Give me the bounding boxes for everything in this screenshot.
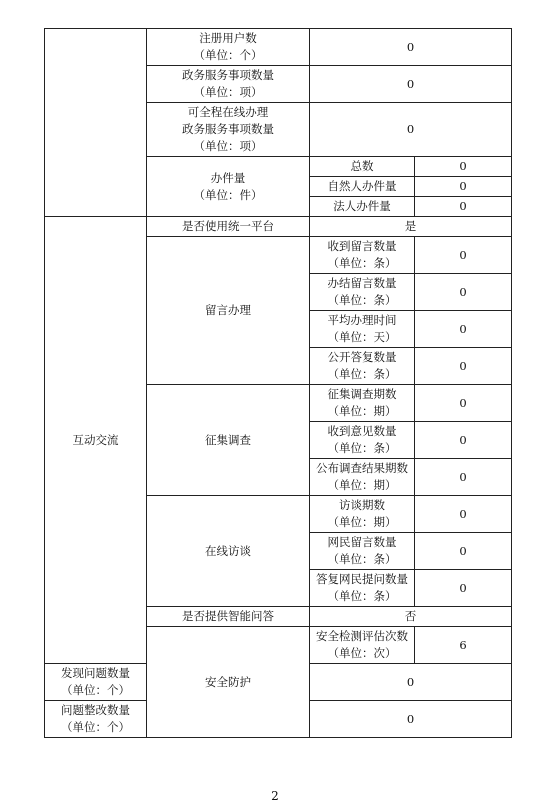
row-label: 办件量 （单位：件）: [147, 157, 310, 217]
row-label: 安全检测评估次数 （单位：次）: [310, 627, 415, 664]
sub-value: 0: [415, 348, 512, 385]
sub-label: 自然人办件量: [310, 177, 415, 197]
sub-label: 网民留言数量 （单位：条）: [310, 533, 415, 570]
group-label-messages: 留言办理: [147, 237, 310, 385]
row-value: 0: [310, 103, 512, 157]
sub-label: 征集调查期数 （单位：期）: [310, 385, 415, 422]
group-label-interview: 在线访谈: [147, 496, 310, 607]
sub-value: 0: [415, 496, 512, 533]
sub-value: 0: [415, 459, 512, 496]
sub-label: 答复网民提问数量 （单位：条）: [310, 570, 415, 607]
sub-label: 公开答复数量 （单位：条）: [310, 348, 415, 385]
row-label: 政务服务事项数量 （单位：项）: [147, 66, 310, 103]
row-label: 可全程在线办理 政务服务事项数量 （单位：项）: [147, 103, 310, 157]
row-label: 注册用户数 （单位：个）: [147, 29, 310, 66]
sub-label: 办结留言数量 （单位：条）: [310, 274, 415, 311]
row-label: 是否提供智能问答: [147, 607, 310, 627]
row-value: 0: [310, 29, 512, 66]
statistics-table: [44, 28, 512, 738]
table-row: [45, 217, 512, 237]
row-value: 0: [310, 664, 512, 701]
sub-label: 访谈期数 （单位：期）: [310, 496, 415, 533]
sub-label: 收到意见数量 （单位：条）: [310, 422, 415, 459]
row-label: 是否使用统一平台: [147, 217, 310, 237]
section-label-interaction: 互动交流: [45, 217, 147, 664]
row-label: 问题整改数量 （单位：个）: [45, 701, 147, 738]
sub-value: 0: [415, 197, 512, 217]
sub-value: 0: [415, 237, 512, 274]
sub-value: 0: [415, 533, 512, 570]
sub-value: 0: [415, 422, 512, 459]
row-value: 否: [310, 607, 512, 627]
sub-label: 收到留言数量 （单位：条）: [310, 237, 415, 274]
row-value: 是: [310, 217, 512, 237]
sub-label: 总数: [310, 157, 415, 177]
row-label: 发现问题数量 （单位：个）: [45, 664, 147, 701]
sub-value: 0: [415, 177, 512, 197]
table-row: [45, 29, 512, 66]
sub-value: 0: [415, 274, 512, 311]
sub-value: 0: [415, 385, 512, 422]
sub-value: 0: [415, 570, 512, 607]
sub-value: 0: [415, 311, 512, 348]
page-number: 2: [271, 789, 279, 803]
row-value: 6: [415, 627, 512, 664]
sub-label: 公布调查结果期数 （单位：期）: [310, 459, 415, 496]
row-value: 0: [310, 701, 512, 738]
row-value: 0: [310, 66, 512, 103]
section-label-cell: [45, 29, 147, 217]
section-label-security: 安全防护: [147, 627, 310, 738]
sub-label: 法人办件量: [310, 197, 415, 217]
sub-label: 平均办理时间 （单位：天）: [310, 311, 415, 348]
group-label-survey: 征集调查: [147, 385, 310, 496]
sub-value: 0: [415, 157, 512, 177]
